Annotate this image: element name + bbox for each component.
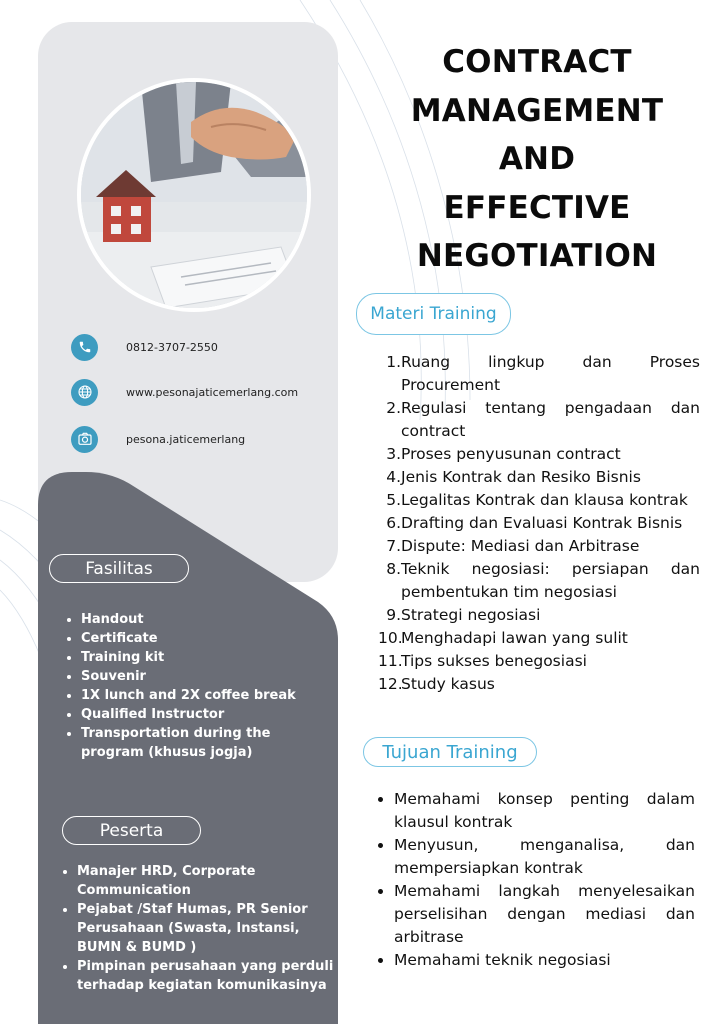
list-item: 7. Dispute: Mediasi dan Arbitrase — [386, 537, 640, 555]
phone-icon — [71, 334, 98, 361]
list-item: • Memahami konsep penting dalam klausul kontrak — [394, 788, 695, 834]
list-item: • Pimpinan perusahaan yang perduli terhadap kegiatan komunikasinya — [77, 957, 337, 995]
handshake-house-photo — [77, 78, 311, 312]
list-item: • Pejabat /Staf Humas, PR Senior Perusahaan (Swasta, Instansi, BUMN & BUMD ) — [77, 900, 337, 957]
list-item: • Menyusun, menganalisa, dan mempersiapkan kontrak — [394, 834, 695, 880]
globe-icon — [71, 379, 98, 406]
list-item: • Memahami langkah menyelesaikan perselisihan dengan mediasi dan arbitrase — [394, 880, 695, 949]
list-item: • Handout — [81, 610, 331, 629]
contact-website[interactable] — [71, 378, 298, 406]
fasilitas-heading: Fasilitas — [49, 554, 189, 583]
title-line: AND — [498, 141, 576, 177]
page-title — [356, 38, 718, 281]
list-item: 1. Ruang lingkup dan Proses Procurement — [386, 353, 700, 394]
list-item: 4. Jenis Kontrak dan Resiko Bisnis — [386, 468, 641, 486]
camera-icon — [71, 426, 98, 453]
tujuan-list — [374, 788, 695, 972]
list-item: • Certificate — [81, 629, 331, 648]
list-item: 12. Study kasus — [378, 675, 495, 693]
tujuan-training-heading: Tujuan Training — [363, 737, 537, 767]
materi-list — [378, 351, 700, 696]
list-item: • Transportation during the program (khusus jogja) — [81, 724, 331, 762]
list-item: 6. Drafting dan Evaluasi Kontrak Bisnis — [386, 514, 683, 532]
title-line: MANAGEMENT — [410, 92, 664, 129]
list-item: 11. Tips sukses benegosiasi — [378, 652, 587, 670]
list-item: • Memahami teknik negosiasi — [394, 949, 695, 972]
materi-training-heading: Materi Training — [356, 293, 511, 335]
list-item: 9. Strategi negosiasi — [386, 606, 541, 624]
title-line: NEGOTIATION — [416, 238, 658, 274]
list-item: • Qualified Instructor — [81, 705, 331, 724]
title-line: CONTRACT — [442, 44, 632, 80]
contact-instagram[interactable] — [71, 425, 245, 453]
list-item: 8. Teknik negosiasi: persiapan dan pembentukan tim negosiasi — [386, 560, 700, 601]
list-item: • Manajer HRD, Corporate Communication — [77, 862, 337, 900]
fasilitas-list — [61, 610, 331, 762]
instagram-handle: pesona.jaticemerlang — [126, 432, 246, 446]
list-item: • 1X lunch and 2X coffee break — [81, 686, 331, 705]
list-item: • Training kit — [81, 648, 331, 667]
peserta-heading: Peserta — [62, 816, 201, 845]
list-item: 3. Proses penyusunan contract — [386, 445, 621, 463]
list-item: • Souvenir — [81, 667, 331, 686]
peserta-list — [57, 862, 337, 995]
list-item: 5. Legalitas Kontrak dan klausa kontrak — [386, 491, 688, 509]
phone-number: 0812-3707-2550 — [126, 340, 218, 354]
contact-phone[interactable] — [71, 333, 218, 361]
website-url: www.pesonajaticemerlang.com — [126, 385, 299, 399]
title-line: EFFECTIVE — [443, 189, 631, 226]
list-item: 10. Menghadapi lawan yang sulit — [378, 629, 628, 647]
list-item: 2. Regulasi tentang pengadaan dan contract — [386, 399, 700, 440]
